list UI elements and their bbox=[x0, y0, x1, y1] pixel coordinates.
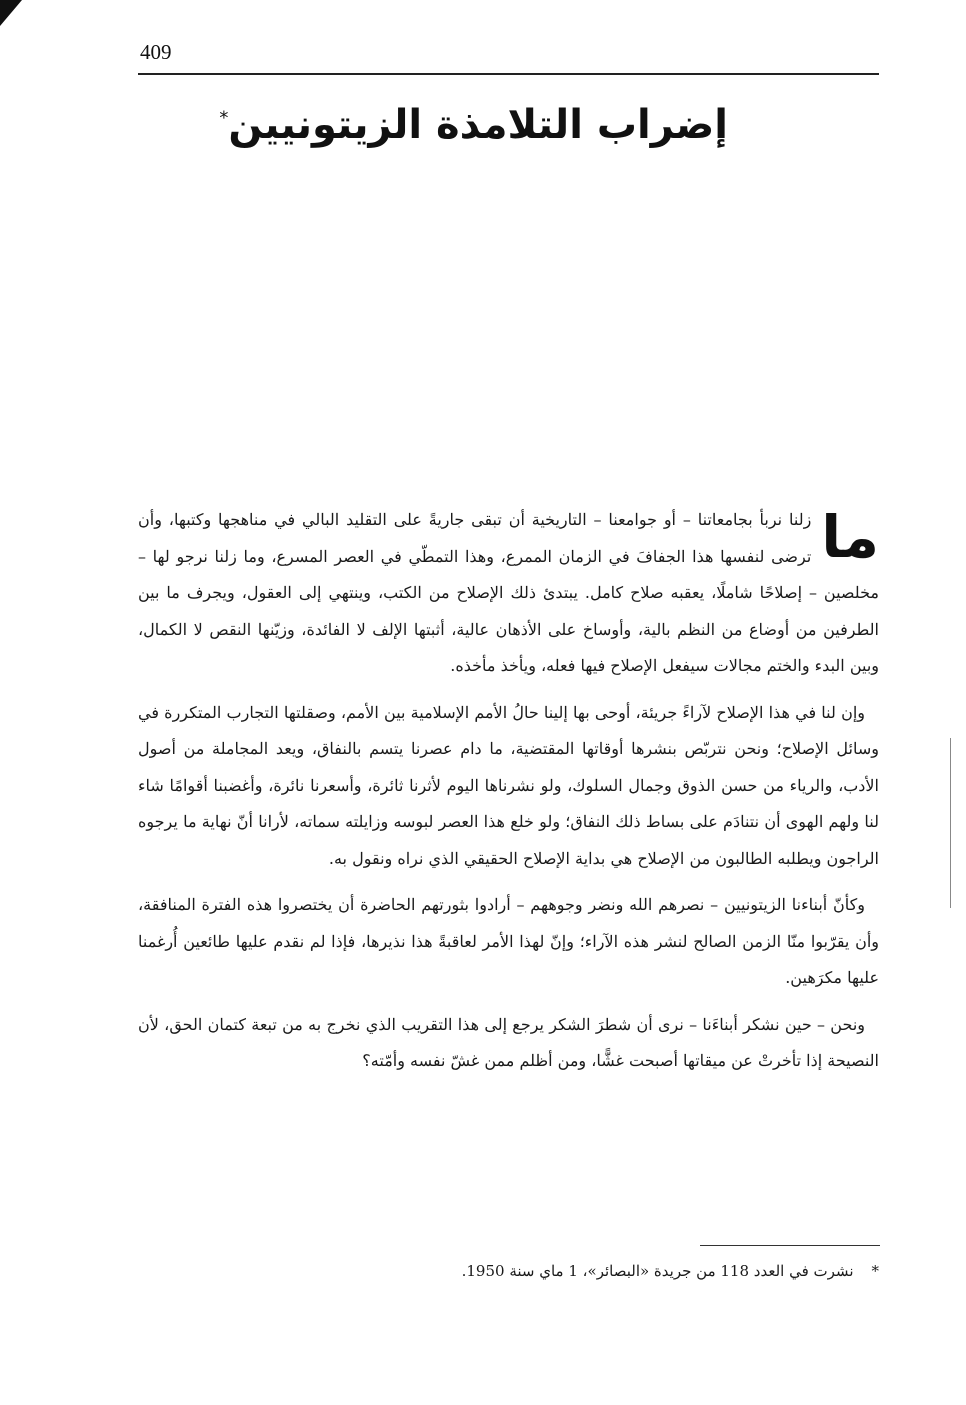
title-footnote-marker: * bbox=[219, 107, 229, 129]
paragraph-2: وإن لنا في هذا الإصلاح لآراءً جريئة، أوحى بها إلينا حالُ الأمم الإسلامية بين الأمم، وصقلتها التجارب المتكررة في وسائل الإصلاح؛ ونحن نتربّص بنشرها أوقاتها المقتضية، ما دام عصرنا يتسم بالنفاق، ويعد المجاملة من أصول الأدب، والرياء من حسن الذوق وجمال السلوك، ولو نشرناها اليوم لأثرنا ثائرة، وأسعرنا نائرة، وأغضبنا أقوامًا شاء لنا ولهم الهوى أن نتنادَم على بساط ذلك النفاق؛ ولو خلع هذا العصر لبوسه وزايلته سماته، لأرانا أنّ نهاية ما يرجوه الراجون ويطلبه الطالبون من الإصلاح هي بداية الإصلاح الحقيقي الذي نراه ونقول به. bbox=[138, 702, 879, 868]
article-title bbox=[138, 102, 728, 148]
paragraph-3: وكأنّ أبناءنا الزيتونيين – نصرهم الله ونضر وجوههم – أرادوا بثورتهم الحاضرة أن يختصروا هذه الفترة المنافقة، وأن يقرّبوا منّا الزمن الصالح لنشر هذه الآراء؛ وإنّ لهذا الأمر لعاقبةً هذا نذيرها، فإذا لم نقدم عليها طائعين أُرغمنا عليها مكرَهين. bbox=[138, 895, 879, 987]
article-title-text: إضراب التلامذة الزيتونيين bbox=[228, 102, 728, 148]
margin-line bbox=[950, 738, 951, 908]
footnote-rule bbox=[700, 1245, 880, 1246]
header-rule bbox=[138, 73, 879, 75]
paragraph-1-text: زلنا نربأ بجامعاتنا – أو جوامعنا – التاريخية أن تبقى جاريةً على التقليد البالي في مناهجها وكتبها، وأن ترضى لنفسها هذا الجفافَ في الزمان الممرع، وهذا التمطّي في العصر المسرع، وما زلنا نرجو لها – مخلصين – إصلاحًا شاملًا، يعقبه صلاح كامل. يبتدئ ذلك الإصلاح من الكتب، وينتهي إلى العقول، ويجرف ما بين الطرفين من أوضاع من النظم بالية، وأوساخ على الأذهان عالية، أثبتها الإلف لا الفائدة، وزيّنها النقص لا الكمال، وبين البدء والختم مجالات سيفعل الإصلاح فيها فعله، ويأخذ مأخذه. bbox=[138, 510, 880, 675]
footnote bbox=[138, 1256, 879, 1286]
paragraph-1 bbox=[138, 502, 879, 685]
footnote-text: نشرت في العدد 118 من جريدة «البصائر»، 1 ماي سنة 1950. bbox=[461, 1262, 854, 1280]
article-body bbox=[138, 502, 879, 1090]
paragraph-4: ونحن – حين نشكر أبناءَنا – نرى أن شطرَ الشكر يرجع إلى هذا التقريب الذي نخرج به من تبعة كتمان الحق، لأن النصيحة إذا تأخرتْ عن ميقاتها أصبحت غشًّا، ومن أظلم ممن غشّ نفسه وأمّته؟ bbox=[138, 1014, 879, 1070]
page-corner-mark bbox=[0, 0, 22, 26]
page-number: 409 bbox=[140, 40, 172, 64]
footnote-marker: * bbox=[871, 1262, 879, 1280]
drop-cap: ما bbox=[821, 503, 879, 571]
